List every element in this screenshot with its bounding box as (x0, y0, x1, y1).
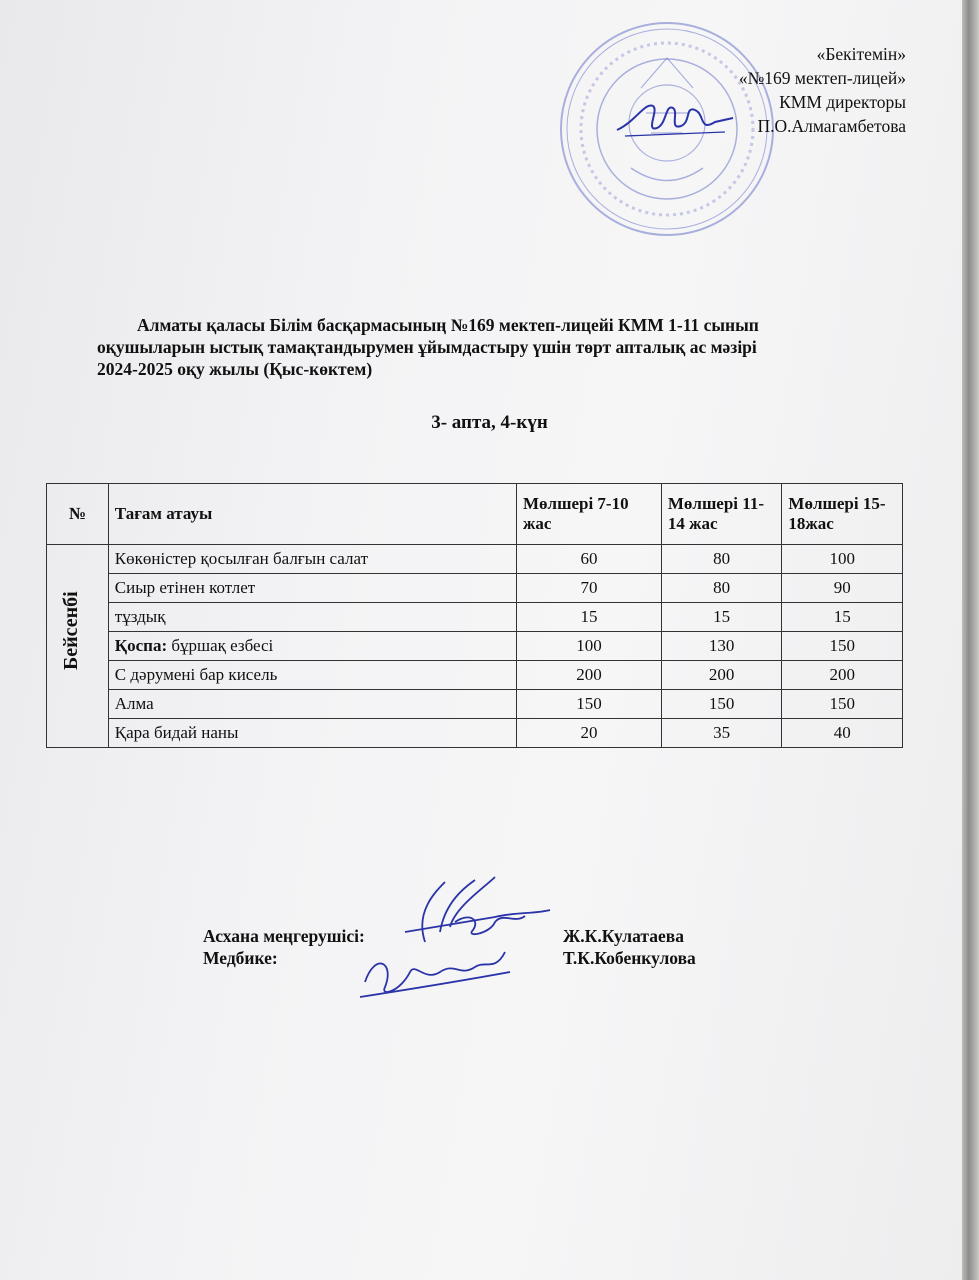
portion-15-18: 100 (782, 545, 903, 574)
header-portion-7-10: Мөлшері 7-10 жас (517, 484, 662, 545)
portion-7-10: 100 (517, 632, 662, 661)
dish-name: Көкөністер қосылған балғын салат (108, 545, 516, 574)
page-edge (962, 0, 979, 1280)
header-portion-15-18: Мөлшері 15-18жас (782, 484, 903, 545)
dish-name-text: бұршақ езбесі (171, 636, 274, 655)
portion-7-10: 200 (517, 661, 662, 690)
dish-name: Алма (108, 690, 516, 719)
heading-line-1: Алматы қаласы Білім басқармасының №169 мектеп-лицейі КММ 1-11 сынып (137, 315, 759, 335)
portion-15-18: 90 (782, 574, 903, 603)
dish-name: Сиыр етінен котлет (108, 574, 516, 603)
staff-signatures (345, 872, 565, 1012)
portion-15-18: 15 (782, 603, 903, 632)
portion-11-14: 80 (661, 545, 782, 574)
dish-name-prefix: Қоспа: (114, 636, 168, 655)
director-signature (615, 92, 735, 142)
portion-11-14: 130 (661, 632, 782, 661)
signature-names (563, 925, 696, 969)
portion-15-18: 40 (782, 719, 903, 748)
portion-7-10: 15 (517, 603, 662, 632)
header-portion-11-14: Мөлшері 11-14 жас (661, 484, 782, 545)
portion-11-14: 80 (661, 574, 782, 603)
portion-11-14: 200 (661, 661, 782, 690)
menu-table (46, 483, 903, 748)
approval-title: «Бекітемін» (816, 44, 906, 64)
portion-11-14: 150 (661, 690, 782, 719)
dish-name (108, 632, 516, 661)
dish-name: тұздық (108, 603, 516, 632)
table-row (47, 632, 903, 661)
heading-line-2: оқушыларын ыстық тамақтандырумен ұйымдастыру үшін төрт апталық ас мәзірі (97, 337, 757, 357)
signature-roles (203, 925, 365, 969)
portion-11-14: 35 (661, 719, 782, 748)
role-nurse: Медбике: (203, 948, 278, 968)
table-row (47, 719, 903, 748)
table-row (47, 545, 903, 574)
portion-15-18: 150 (782, 690, 903, 719)
table-row (47, 603, 903, 632)
week-day-title: 3- апта, 4-күн (431, 412, 548, 433)
portion-7-10: 70 (517, 574, 662, 603)
table-row (47, 661, 903, 690)
heading-line-3: 2024-2025 оқу жылы (Қыс-көктем) (97, 359, 373, 379)
header-number: № (47, 484, 109, 545)
portion-7-10: 60 (517, 545, 662, 574)
table-row (47, 690, 903, 719)
dish-name: Қара бидай наны (108, 719, 516, 748)
role-canteen-head: Асхана меңгерушісі: (203, 926, 365, 946)
portion-11-14: 15 (661, 603, 782, 632)
approval-block (739, 42, 906, 138)
portion-15-18: 150 (782, 632, 903, 661)
document-heading (97, 314, 897, 380)
day-label: Бейсенбі (60, 591, 82, 670)
portion-15-18: 200 (782, 661, 903, 690)
name-nurse: Т.К.Кобенкулова (563, 948, 696, 968)
approval-position: КММ директоры (779, 92, 906, 112)
table-row (47, 574, 903, 603)
portion-7-10: 150 (517, 690, 662, 719)
portion-7-10: 20 (517, 719, 662, 748)
approval-director-name: П.О.Алмагамбетова (757, 116, 906, 136)
day-cell (47, 545, 109, 748)
approval-school: «№169 мектеп-лицей» (738, 68, 906, 88)
name-canteen-head: Ж.К.Кулатаева (563, 926, 684, 946)
header-dish-name: Тағам атауы (108, 484, 516, 545)
table-header-row (47, 484, 903, 545)
dish-name: С дәрумені бар кисель (108, 661, 516, 690)
